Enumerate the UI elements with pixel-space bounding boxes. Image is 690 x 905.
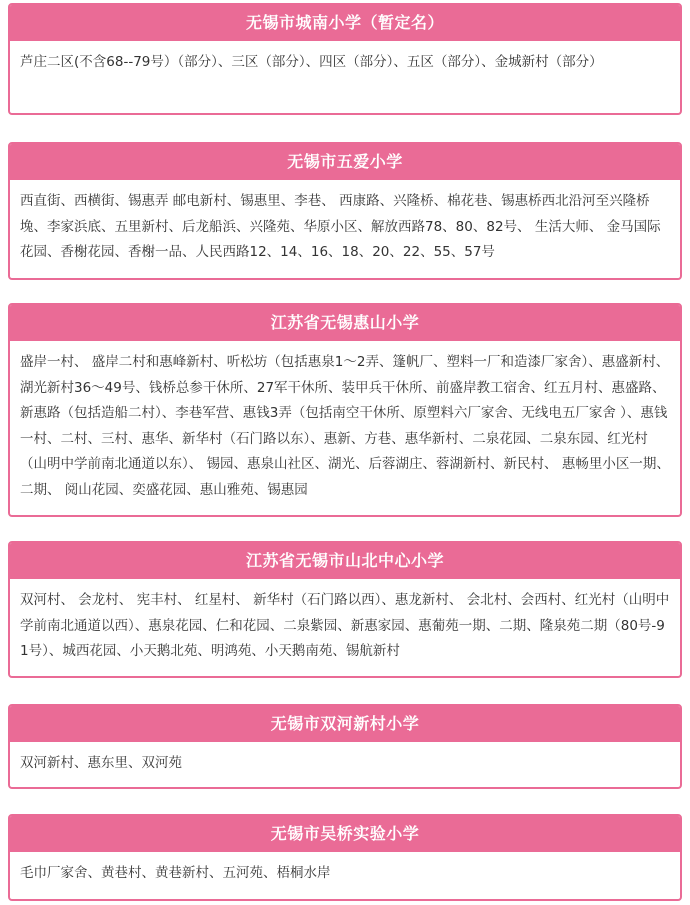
school-card-wuai <box>8 142 682 280</box>
school-zones: 双河村、 会龙村、 宪丰村、 红星村、 新华村（石门路以西）、惠龙新村、 会北村、会西村、红光村（山明中学前南北通道以西）、惠泉花园、仁和花园、二泉紫园、新惠家园、惠葡苑一期、二期、隆泉苑二期（80号-91号）、城西花园、小天鹅北苑、明鸿苑、小天鹅南苑、锡航新村 <box>20 592 670 659</box>
school-title: 江苏省无锡惠山小学 <box>10 305 680 341</box>
school-zones: 西直街、西横街、锡惠弄 邮电新村、锡惠里、李巷、 西康路、兴隆桥、棉花巷、锡惠桥西北沿河至兴隆桥堍、李家浜底、五里新村、后龙船浜、兴隆苑、华原小区、解放西路78、80、82号、 生活大师、 金马国际花园、香榭花园、香榭一品、人民西路12、14、16、18、20、22、55、57号 <box>20 193 661 260</box>
school-title: 无锡市双河新村小学 <box>10 706 680 742</box>
school-card-huishan <box>8 303 682 517</box>
school-card-shuanghe <box>8 704 682 789</box>
school-zones: 芦庄二区(不含68--79号）（部分）、三区（部分）、四区（部分）、五区（部分）、金城新村（部分） <box>20 54 603 70</box>
school-card-chengnan <box>8 3 682 115</box>
school-zones: 毛巾厂家舍、黄巷村、黄巷新村、五河苑、梧桐水岸 <box>20 865 331 881</box>
school-title: 无锡市五爱小学 <box>10 144 680 180</box>
school-title: 无锡市城南小学（暂定名） <box>10 5 680 41</box>
school-title: 江苏省无锡市山北中心小学 <box>10 543 680 579</box>
school-zones: 盛岸一村、 盛岸二村和惠峰新村、听松坊（包括惠泉1～2弄、篷帆厂、塑料一厂和造漆厂家舍）、惠盛新村、湖光新村36～49号、钱桥总参干休所、27军干休所、装甲兵干休所、前盛岸教工宿舍、红五月村、惠盛路、新惠路（包括造船二村）、李巷军营、惠钱3弄（包括南空干休所、原塑料六厂家舍、无线电五厂家舍 ）、惠钱一村、二村、三村、惠华、新华村（石门路以东）、惠新、方巷、惠华新村、二泉花园、二泉东园、红光村（山明中学前南北通道以东）、 锡园、惠泉山社区、湖光、后蓉湖庄、蓉湖新村、新民村、 惠畅里小区一期、二期、 阅山花园、奕盛花园、惠山雅苑、锡惠园 <box>20 354 670 498</box>
school-title: 无锡市吴桥实验小学 <box>10 816 680 852</box>
school-card-wuqiao <box>8 814 682 901</box>
school-card-shanbei <box>8 541 682 678</box>
school-zones: 双河新村、惠东里、双河苑 <box>20 755 182 771</box>
